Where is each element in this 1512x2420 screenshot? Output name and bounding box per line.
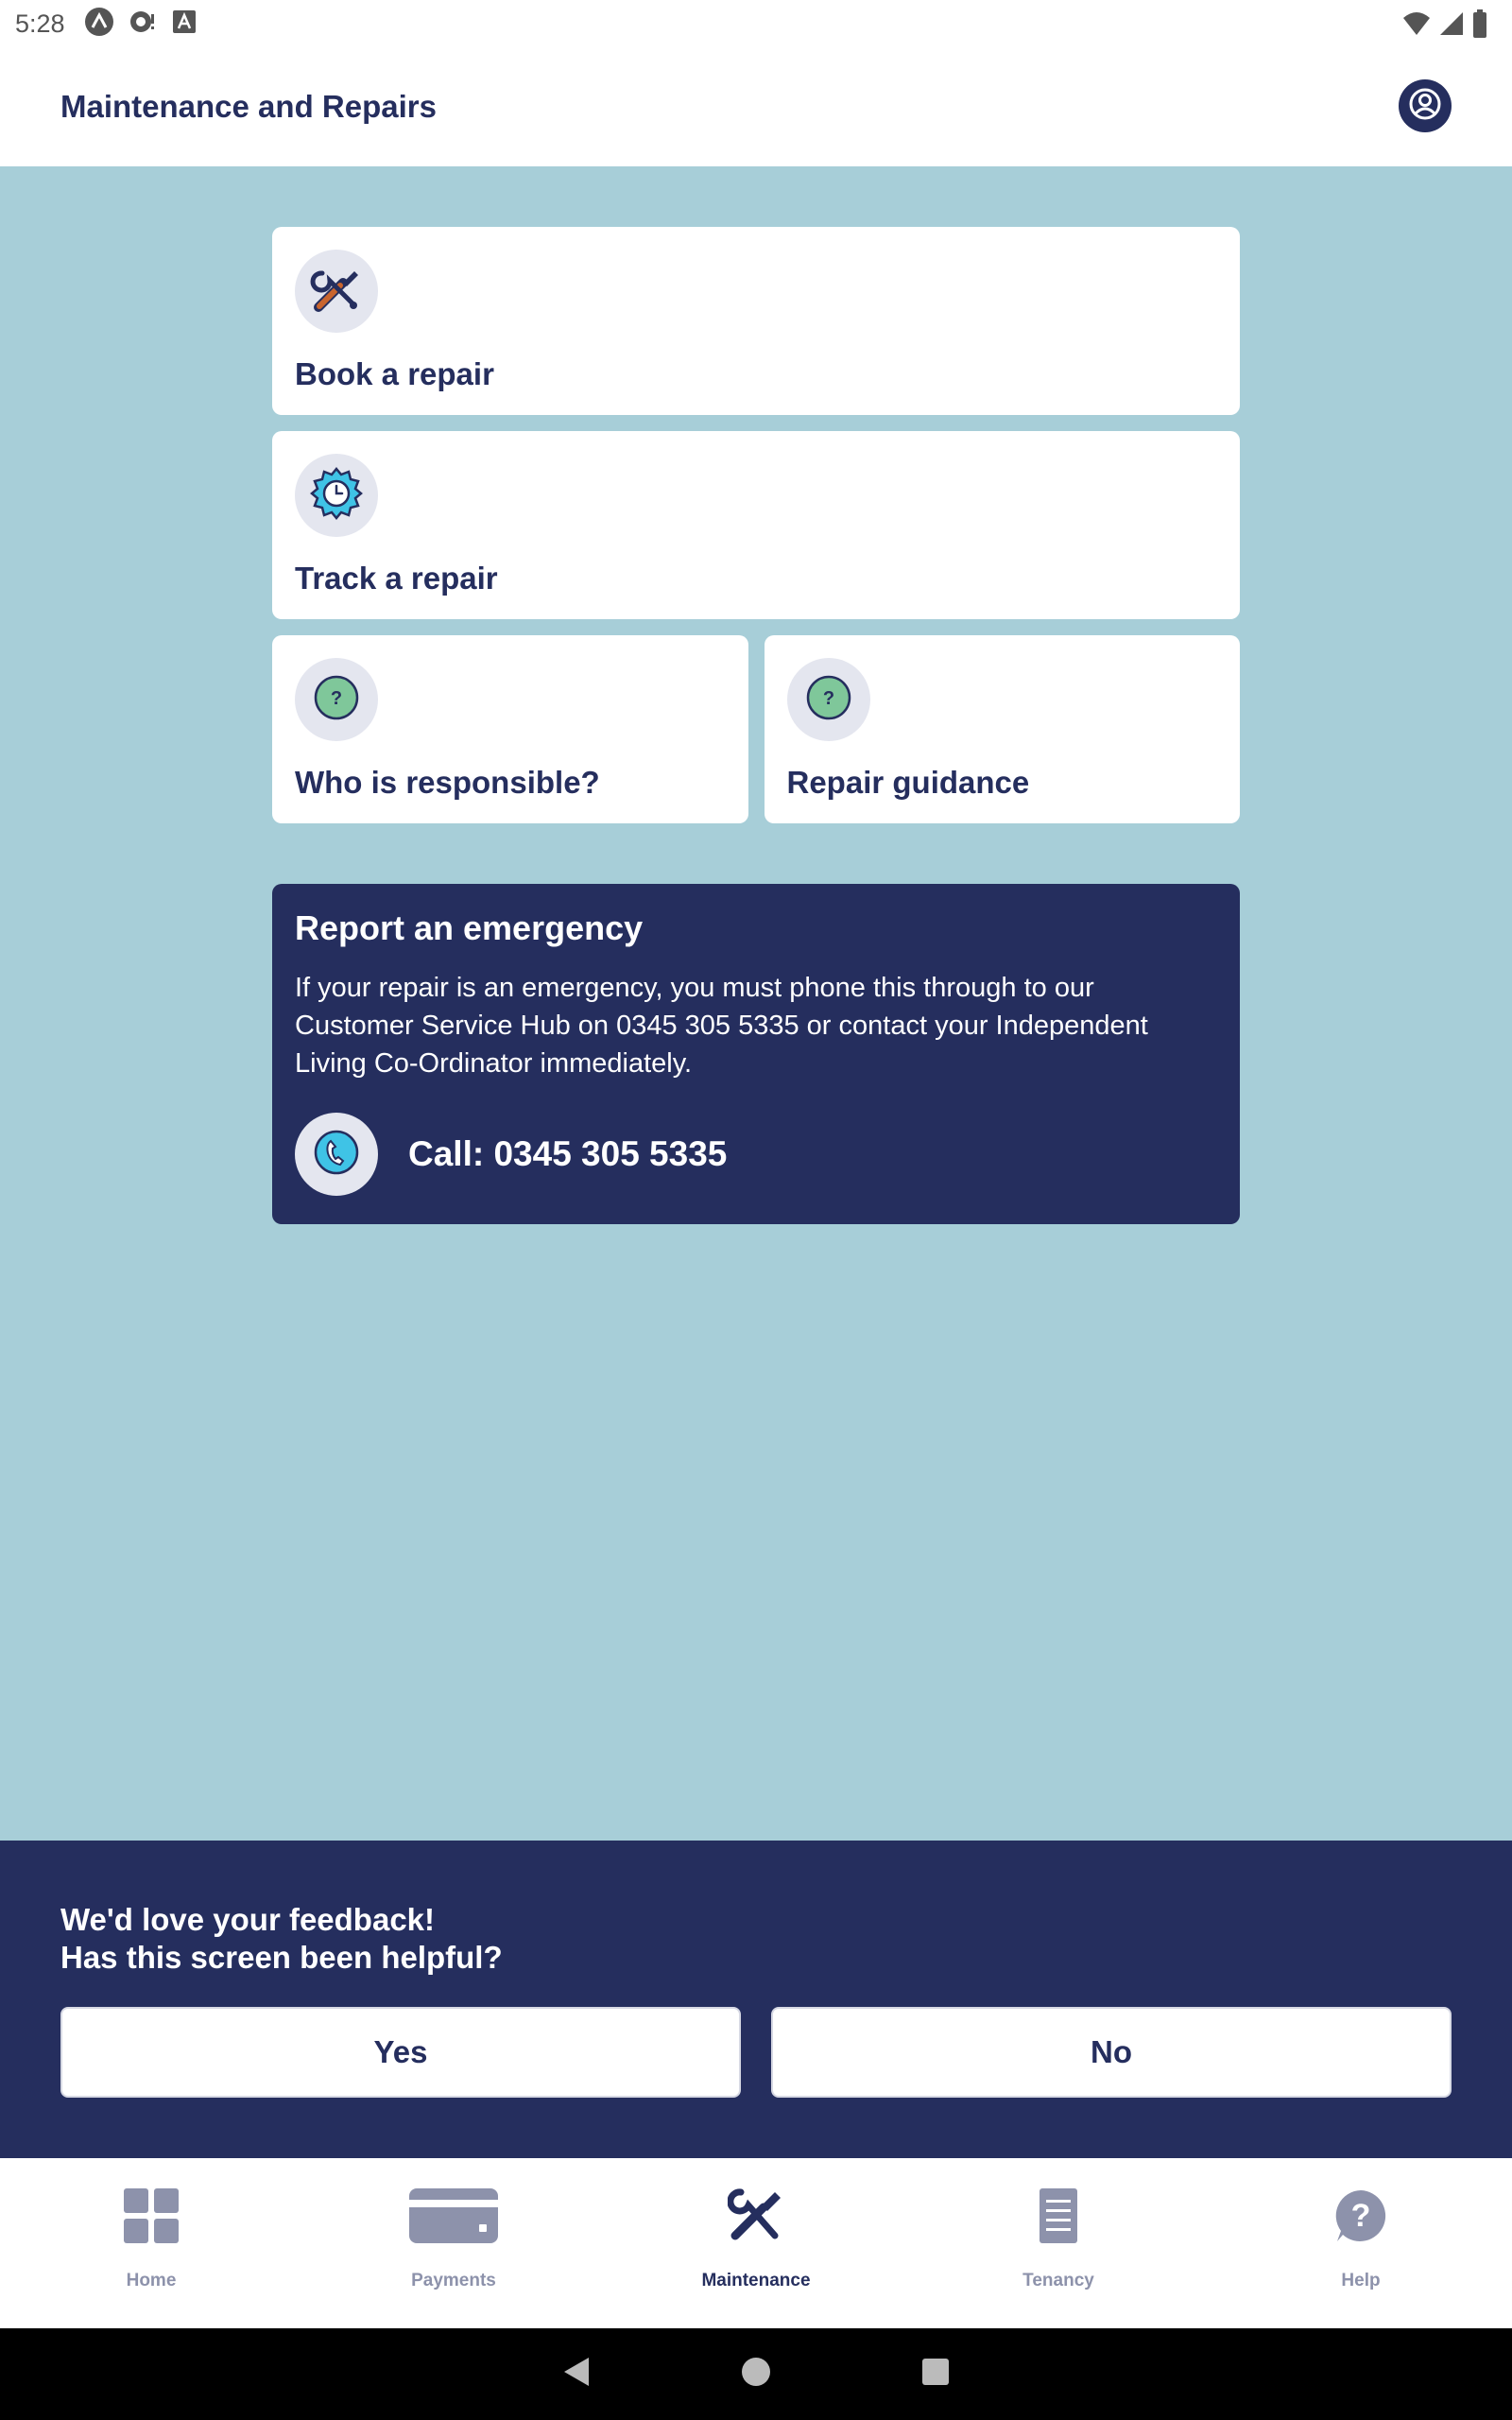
emergency-body: If your repair is an emergency, you must phone this through to our Customer Service Hub on 0345 305 5335 or contact your Independent Living Co-Ordinator immediately. xyxy=(295,973,1148,1079)
tools-icon xyxy=(728,2188,784,2248)
sync-notification-icon xyxy=(128,7,158,42)
recents-button[interactable] xyxy=(917,2356,954,2394)
help-icon xyxy=(1333,2188,1388,2248)
svg-text:?: ? xyxy=(330,687,343,709)
nav-label-maintenance: Maintenance xyxy=(701,2271,811,2290)
signal-icon xyxy=(1438,10,1465,42)
bottom-nav xyxy=(0,2158,1512,2328)
repair-guidance-card[interactable] xyxy=(765,635,1241,823)
feedback-panel xyxy=(0,1841,1512,2158)
feedback-no-button[interactable]: No xyxy=(771,2007,1452,2098)
svg-text:?: ? xyxy=(822,687,834,709)
svg-text:?: ? xyxy=(1350,2198,1371,2234)
document-icon xyxy=(1040,2188,1077,2248)
system-nav-bar xyxy=(0,2328,1512,2420)
home-button[interactable] xyxy=(737,2356,775,2394)
nav-label-help: Help xyxy=(1341,2271,1381,2290)
book-repair-card[interactable] xyxy=(272,227,1240,415)
feedback-yes-button[interactable]: Yes xyxy=(60,2007,741,2098)
wifi-icon xyxy=(1402,10,1431,42)
back-button[interactable] xyxy=(558,2356,595,2394)
track-repair-card[interactable] xyxy=(272,431,1240,619)
emergency-title: Report an emergency xyxy=(295,908,644,947)
nav-item-payments[interactable] xyxy=(302,2158,605,2328)
card-icon-circle xyxy=(295,250,378,333)
status-bar xyxy=(0,0,1512,47)
nav-item-home[interactable] xyxy=(0,2158,302,2328)
app-header xyxy=(0,47,1512,166)
app-notification-icon xyxy=(84,7,114,42)
gear-clock-icon xyxy=(308,465,365,527)
font-notification-icon xyxy=(171,9,198,40)
call-button[interactable] xyxy=(295,1113,1217,1196)
feedback-buttons xyxy=(60,2007,1452,2098)
question-mark-icon xyxy=(804,673,853,727)
who-responsible-card[interactable] xyxy=(272,635,748,823)
book-repair-label: Book a repair xyxy=(295,356,494,391)
nav-label-tenancy: Tenancy xyxy=(1022,2271,1094,2290)
profile-button[interactable] xyxy=(1399,79,1452,132)
nav-item-tenancy[interactable] xyxy=(907,2158,1210,2328)
user-icon xyxy=(1406,85,1444,128)
nav-item-maintenance[interactable] xyxy=(605,2158,907,2328)
status-time: 5:28 xyxy=(15,9,65,38)
card-icon-circle xyxy=(787,658,870,741)
card-icon-circle xyxy=(295,454,378,537)
call-icon-circle xyxy=(295,1113,378,1196)
recents-square-icon xyxy=(921,2358,950,2391)
back-triangle-icon xyxy=(562,2356,591,2393)
card-icon-circle xyxy=(295,658,378,741)
home-grid-icon xyxy=(124,2188,179,2248)
phone-icon xyxy=(312,1128,361,1182)
notification-icons xyxy=(84,7,198,42)
home-circle-icon xyxy=(741,2357,771,2392)
card-row xyxy=(272,635,1240,823)
call-label: Call: 0345 305 5335 xyxy=(408,1134,728,1173)
emergency-panel xyxy=(272,884,1240,1224)
question-mark-icon xyxy=(312,673,361,727)
feedback-question: Has this screen been helpful? xyxy=(60,1940,503,1975)
nav-label-home: Home xyxy=(126,2271,177,2290)
card-icon xyxy=(409,2188,498,2248)
repair-guidance-label: Repair guidance xyxy=(786,765,1030,800)
track-repair-label: Track a repair xyxy=(295,561,498,596)
feedback-heading: We'd love your feedback! xyxy=(60,1902,436,1937)
who-responsible-label: Who is responsible? xyxy=(295,765,600,800)
system-status-icons xyxy=(1402,9,1487,43)
nav-item-help[interactable] xyxy=(1210,2158,1512,2328)
main-content xyxy=(272,227,1240,1224)
page-title: Maintenance and Repairs xyxy=(60,89,437,124)
wrench-screwdriver-icon xyxy=(309,262,364,321)
nav-label-payments: Payments xyxy=(411,2271,496,2290)
battery-icon xyxy=(1472,9,1487,43)
